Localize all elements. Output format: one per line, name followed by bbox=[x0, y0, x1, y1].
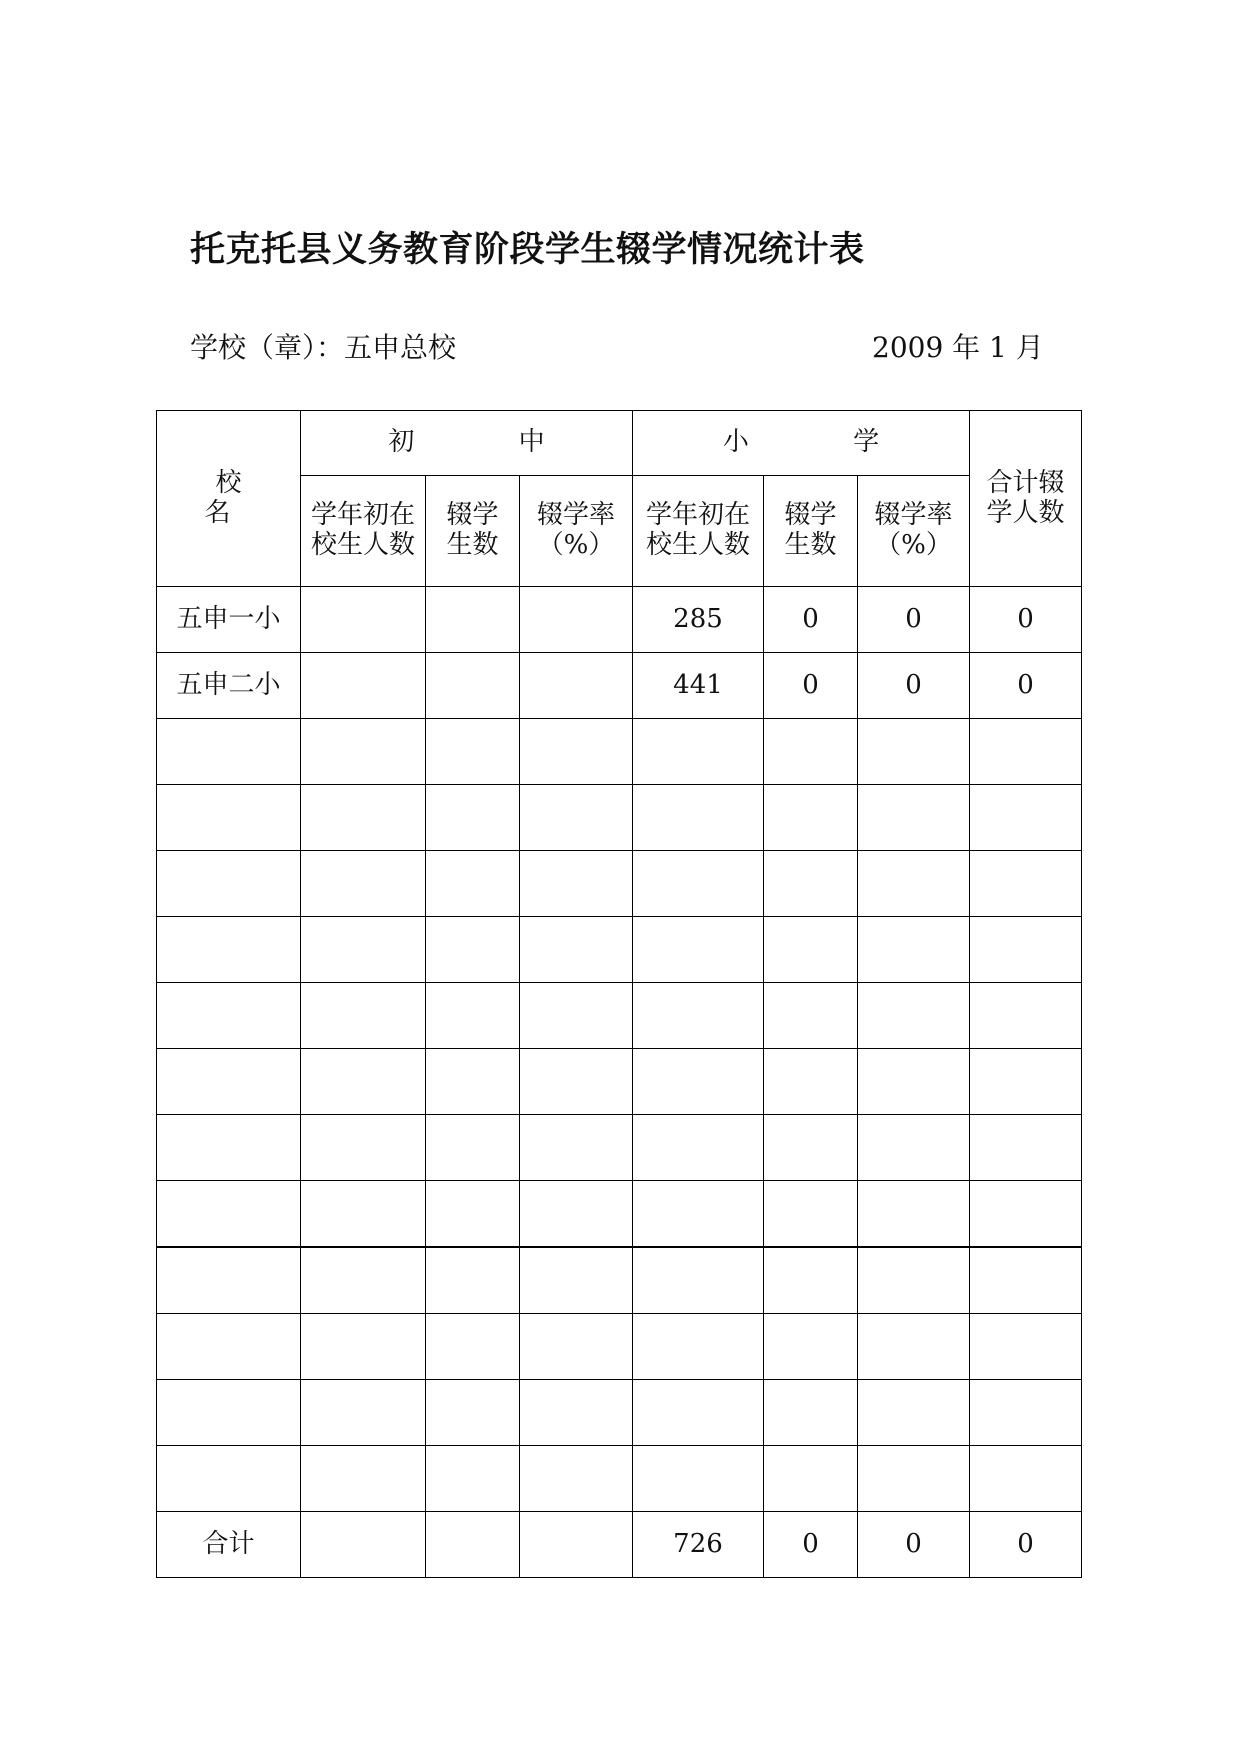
cell-total-dropouts bbox=[970, 1181, 1082, 1248]
cell-primary-dropouts bbox=[764, 1314, 858, 1380]
cell-junior-dropouts bbox=[426, 1049, 520, 1115]
table-row bbox=[157, 1446, 1082, 1512]
cell-primary-rate bbox=[858, 785, 970, 851]
header-junior-rate bbox=[520, 476, 633, 587]
cell-primary-dropouts bbox=[764, 917, 858, 983]
table-row bbox=[157, 1314, 1082, 1380]
cell-primary-rate bbox=[858, 1446, 970, 1512]
cell-primary-enrolled bbox=[633, 1115, 764, 1181]
cell-primary-enrolled bbox=[633, 983, 764, 1049]
table-row bbox=[157, 1181, 1082, 1248]
cell-junior-rate bbox=[520, 1314, 633, 1380]
header-primary-enrolled-line2: 校生人数 bbox=[645, 530, 750, 560]
cell-school-name bbox=[157, 1380, 301, 1446]
header-primary-enrolled bbox=[633, 476, 764, 587]
header-junior-enrolled-line1: 学年初在 bbox=[310, 500, 415, 531]
cell-school-name bbox=[157, 1115, 301, 1181]
cell-junior-dropouts bbox=[426, 785, 520, 851]
header-junior-rate-line2: （%） bbox=[537, 530, 615, 560]
cell-junior-dropouts bbox=[426, 1446, 520, 1512]
table-row bbox=[157, 1247, 1082, 1314]
cell-primary-rate: 0 bbox=[858, 653, 970, 719]
table-row bbox=[157, 1115, 1082, 1181]
header-junior-dropouts-line1: 辍学 bbox=[446, 500, 499, 531]
cell-primary-dropouts bbox=[764, 1247, 858, 1314]
header-junior-group: 初 中 bbox=[301, 411, 633, 476]
table-row bbox=[157, 851, 1082, 917]
cell-total-dropouts bbox=[970, 1380, 1082, 1446]
header-junior-enrolled-line2: 校生人数 bbox=[310, 530, 415, 560]
cell-primary-dropouts bbox=[764, 1115, 858, 1181]
cell-school-name bbox=[157, 1049, 301, 1115]
cell-total-dropouts bbox=[970, 983, 1082, 1049]
cell-junior-rate bbox=[520, 1115, 633, 1181]
cell-junior-dropouts bbox=[426, 1380, 520, 1446]
cell-primary-enrolled: 285 bbox=[633, 587, 764, 653]
header-primary-dropouts-line1: 辍学 bbox=[784, 500, 837, 531]
cell-primary-enrolled bbox=[633, 851, 764, 917]
cell-primary-enrolled bbox=[633, 1247, 764, 1314]
total-row bbox=[157, 1512, 1082, 1578]
cell-school-name bbox=[157, 785, 301, 851]
header-primary-enrolled-line1: 学年初在 bbox=[645, 500, 750, 531]
school-label: 学校（章）：五申总校 bbox=[190, 331, 457, 364]
cell-junior-rate bbox=[520, 653, 633, 719]
cell-junior-dropouts bbox=[426, 1115, 520, 1181]
cell-primary-rate: 0 bbox=[858, 1512, 970, 1578]
cell-primary-rate bbox=[858, 1181, 970, 1248]
cell-school-name bbox=[157, 1181, 301, 1248]
cell-primary-rate bbox=[858, 719, 970, 785]
cell-primary-dropouts: 0 bbox=[764, 1512, 858, 1578]
cell-junior-rate bbox=[520, 1247, 633, 1314]
cell-junior-enrolled bbox=[301, 1115, 426, 1181]
table-row bbox=[157, 1380, 1082, 1446]
cell-junior-rate bbox=[520, 587, 633, 653]
cell-primary-dropouts bbox=[764, 1049, 858, 1115]
cell-junior-rate bbox=[520, 983, 633, 1049]
cell-junior-enrolled bbox=[301, 851, 426, 917]
cell-school-name bbox=[157, 1247, 301, 1314]
cell-total-dropouts bbox=[970, 1049, 1082, 1115]
header-primary-dropouts-line2: 生数 bbox=[784, 530, 837, 560]
cell-total-dropouts: 0 bbox=[970, 1512, 1082, 1578]
report-date: 2009 年 1 月 bbox=[872, 331, 1044, 364]
cell-junior-enrolled bbox=[301, 917, 426, 983]
cell-total-dropouts bbox=[970, 917, 1082, 983]
cell-junior-enrolled bbox=[301, 1380, 426, 1446]
cell-junior-dropouts bbox=[426, 1247, 520, 1314]
cell-junior-enrolled bbox=[301, 1049, 426, 1115]
cell-junior-rate bbox=[520, 851, 633, 917]
table-row bbox=[157, 587, 1082, 653]
dropout-stats-table bbox=[156, 410, 1082, 1578]
cell-junior-enrolled bbox=[301, 1181, 426, 1248]
cell-junior-enrolled bbox=[301, 1314, 426, 1380]
cell-junior-dropouts bbox=[426, 719, 520, 785]
cell-junior-dropouts bbox=[426, 653, 520, 719]
cell-primary-enrolled bbox=[633, 1446, 764, 1512]
cell-junior-enrolled bbox=[301, 983, 426, 1049]
cell-primary-dropouts: 0 bbox=[764, 587, 858, 653]
cell-total-dropouts bbox=[970, 1446, 1082, 1512]
cell-junior-dropouts bbox=[426, 851, 520, 917]
cell-primary-rate: 0 bbox=[858, 587, 970, 653]
cell-junior-enrolled bbox=[301, 587, 426, 653]
table-row bbox=[157, 1049, 1082, 1115]
cell-junior-dropouts bbox=[426, 1512, 520, 1578]
cell-total-dropouts bbox=[970, 1314, 1082, 1380]
cell-junior-rate bbox=[520, 1446, 633, 1512]
cell-primary-dropouts bbox=[764, 851, 858, 917]
cell-primary-dropouts bbox=[764, 719, 858, 785]
cell-total-dropouts: 0 bbox=[970, 653, 1082, 719]
cell-junior-dropouts bbox=[426, 917, 520, 983]
cell-primary-dropouts bbox=[764, 983, 858, 1049]
cell-junior-rate bbox=[520, 917, 633, 983]
header-total-dropouts-line1: 合计辍 bbox=[986, 467, 1065, 498]
cell-primary-rate bbox=[858, 983, 970, 1049]
cell-primary-enrolled bbox=[633, 1049, 764, 1115]
cell-primary-enrolled bbox=[633, 1314, 764, 1380]
cell-junior-dropouts bbox=[426, 587, 520, 653]
table-row bbox=[157, 653, 1082, 719]
cell-primary-enrolled: 726 bbox=[633, 1512, 764, 1578]
header-junior-rate-line1: 辍学率 bbox=[536, 500, 615, 531]
cell-primary-enrolled bbox=[633, 1181, 764, 1248]
cell-junior-dropouts bbox=[426, 1181, 520, 1248]
cell-primary-rate bbox=[858, 1380, 970, 1446]
cell-junior-enrolled bbox=[301, 1512, 426, 1578]
cell-primary-dropouts bbox=[764, 785, 858, 851]
cell-junior-enrolled bbox=[301, 653, 426, 719]
cell-primary-dropouts bbox=[764, 1380, 858, 1446]
header-junior-dropouts bbox=[426, 476, 520, 587]
header-primary-rate-line1: 辍学率 bbox=[874, 500, 953, 531]
header-school-name: 校 名 bbox=[157, 411, 301, 587]
cell-junior-enrolled bbox=[301, 1247, 426, 1314]
cell-total-dropouts bbox=[970, 719, 1082, 785]
header-junior-dropouts-line2: 生数 bbox=[446, 530, 499, 560]
cell-total-dropouts: 0 bbox=[970, 587, 1082, 653]
header-row-group bbox=[157, 411, 1082, 476]
cell-school-name bbox=[157, 1314, 301, 1380]
cell-school-name bbox=[157, 917, 301, 983]
cell-primary-enrolled bbox=[633, 785, 764, 851]
cell-primary-enrolled bbox=[633, 917, 764, 983]
table-row bbox=[157, 719, 1082, 785]
header-total-dropouts bbox=[970, 411, 1082, 587]
header-primary-rate-line2: （%） bbox=[875, 530, 952, 560]
cell-primary-rate bbox=[858, 917, 970, 983]
cell-school-name: 五申一小 bbox=[157, 587, 301, 653]
table-row bbox=[157, 785, 1082, 851]
table-row bbox=[157, 917, 1082, 983]
cell-primary-rate bbox=[858, 851, 970, 917]
cell-primary-dropouts bbox=[764, 1446, 858, 1512]
cell-junior-rate bbox=[520, 1380, 633, 1446]
cell-junior-rate bbox=[520, 785, 633, 851]
header-primary-rate bbox=[858, 476, 970, 587]
cell-junior-enrolled bbox=[301, 1446, 426, 1512]
cell-primary-rate bbox=[858, 1247, 970, 1314]
cell-primary-dropouts bbox=[764, 1181, 858, 1248]
cell-primary-rate bbox=[858, 1115, 970, 1181]
header-junior-enrolled bbox=[301, 476, 426, 587]
cell-junior-rate bbox=[520, 1512, 633, 1578]
header-primary-group: 小 学 bbox=[633, 411, 970, 476]
cell-junior-rate bbox=[520, 719, 633, 785]
cell-primary-dropouts: 0 bbox=[764, 653, 858, 719]
header-total-dropouts-line2: 学人数 bbox=[986, 497, 1065, 528]
cell-junior-dropouts bbox=[426, 1314, 520, 1380]
cell-primary-enrolled bbox=[633, 1380, 764, 1446]
cell-total-label: 合计 bbox=[157, 1512, 301, 1578]
header-primary-dropouts bbox=[764, 476, 858, 587]
cell-school-name bbox=[157, 851, 301, 917]
cell-primary-rate bbox=[858, 1314, 970, 1380]
cell-junior-enrolled bbox=[301, 785, 426, 851]
page-title: 托克托县义务教育阶段学生辍学情况统计表 bbox=[190, 230, 865, 270]
cell-junior-rate bbox=[520, 1049, 633, 1115]
cell-junior-dropouts bbox=[426, 983, 520, 1049]
cell-total-dropouts bbox=[970, 1115, 1082, 1181]
cell-junior-enrolled bbox=[301, 719, 426, 785]
cell-total-dropouts bbox=[970, 1247, 1082, 1314]
table-row bbox=[157, 983, 1082, 1049]
cell-total-dropouts bbox=[970, 851, 1082, 917]
cell-primary-enrolled: 441 bbox=[633, 653, 764, 719]
cell-school-name: 五申二小 bbox=[157, 653, 301, 719]
cell-school-name bbox=[157, 719, 301, 785]
cell-primary-rate bbox=[858, 1049, 970, 1115]
cell-school-name bbox=[157, 1446, 301, 1512]
cell-school-name bbox=[157, 983, 301, 1049]
cell-total-dropouts bbox=[970, 785, 1082, 851]
cell-primary-enrolled bbox=[633, 719, 764, 785]
cell-junior-rate bbox=[520, 1181, 633, 1248]
